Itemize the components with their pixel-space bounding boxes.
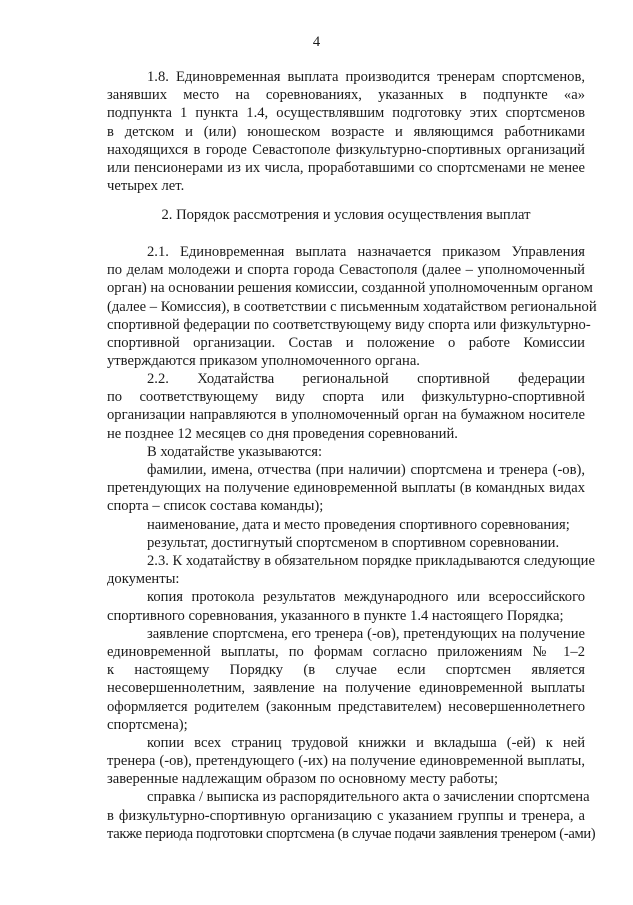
text-line: четырех лет. [107, 178, 185, 195]
text-line: заявление спортсмена, его тренера (-ов), претендующих на получение [147, 625, 585, 642]
text-line: спортсмена); [107, 716, 188, 733]
text-line: (далее – Комиссия), в соответствии с письменным ходатайством региональной [107, 298, 597, 315]
text-line: спорта – список состава команды); [107, 498, 324, 515]
text-line: справка / выписка из распорядительного акта о зачислении спортсмена [147, 789, 590, 806]
text-line: 2.2. Ходатайства региональной спортивной федерации [147, 371, 585, 387]
paragraph-2-1 [107, 243, 597, 370]
list-intro: В ходатайстве указываются: [147, 443, 323, 460]
text-line: не позднее 12 месяцев со дня проведения соревнований. [107, 425, 458, 442]
text-line: подпункта 1 пункта 1.4, осуществлявшим подготовку этих спортсменов [107, 105, 585, 122]
text-line: занявших место на соревнованиях, указанных в подпункте «а» [107, 87, 585, 104]
text-line: или пенсионерами из их числа, проработавшими со спортсменами не менее [107, 159, 585, 176]
text-line: в физкультурно-спортивную организацию с указанием группы и тренера, а [107, 807, 585, 824]
text-line: результат, достигнутый спортсменом в спортивном соревновании. [147, 534, 560, 551]
text-line: тренера (-ов), претендующего (-их) на получение единовременной выплаты, [107, 753, 585, 770]
page-number: 4 [312, 34, 321, 50]
paragraph-1-8 [107, 68, 585, 195]
text-line: организации направляются в уполномоченный орган на бумажном носителе [107, 407, 585, 424]
text-line: также периода подготовки спортсмена (в случае подачи заявления тренером (-ами) [107, 825, 596, 842]
paragraph-2-2 [107, 370, 585, 552]
text-line: утверждаются приказом уполномоченного органа. [107, 353, 420, 370]
text-line: 1.8. Единовременная выплата производится тренерам спортсменов, [147, 69, 585, 85]
text-line: единовременной выплаты, по формам согласно приложениям № 1–2 [107, 643, 585, 660]
text-line: наименование, дата и место проведения спортивного соревнования; [147, 516, 570, 533]
text-line: находящихся в городе Севастополе физкультурно-спортивных организаций [107, 141, 585, 158]
text-line: по делам молодежи и спорта города Севастополя (далее – уполномоченный [107, 262, 585, 279]
section-heading [107, 206, 585, 224]
text-line: фамилии, имена, отчества (при наличии) спортсмена и тренера (-ов), [147, 461, 585, 478]
text-line: копии всех страниц трудовой книжки и вкладыша (-ей) к ней [147, 734, 585, 751]
text-line: в детском и (или) юношеском возрасте и являющимся работниками [107, 123, 585, 140]
section-2-title: 2. Порядок рассмотрения и условия осуществления выплат [161, 207, 531, 223]
text-line: спортивного соревнования, указанного в пункте 1.4 настоящего Порядка; [107, 607, 564, 624]
text-line: орган) на основании решения комиссии, созданной уполномоченным органом [107, 280, 593, 297]
text-line: 2.1. Единовременная выплата назначается приказом Управления [147, 244, 585, 260]
text-line: спортивной федерации по соответствующему виду спорта или физкультурно- [107, 316, 591, 333]
text-line: к настоящему Порядку (в случае если спортсмен является [107, 662, 585, 679]
text-line: документы: [107, 571, 180, 588]
text-line: 2.3. К ходатайству в обязательном порядке прикладываются следующие [147, 553, 595, 569]
text-line: спортивной организации. Состав и положение о работе Комиссии [107, 334, 585, 351]
text-line: несовершеннолетним, заявление на получение единовременной выплаты [107, 680, 585, 697]
text-line: заверенные надлежащим образом по основному месту работы; [107, 771, 499, 788]
text-line: по соответствующему виду спорта или физкультурно-спортивной [107, 389, 585, 406]
text-line: оформляется родителем (законным представителем) несовершеннолетнего [107, 698, 585, 715]
text-line: копия протокола результатов международного или всероссийского [147, 589, 585, 606]
paragraph-2-3 [107, 552, 596, 843]
text-line: претендующих на получение единовременной выплаты (в командных видах [107, 480, 585, 497]
